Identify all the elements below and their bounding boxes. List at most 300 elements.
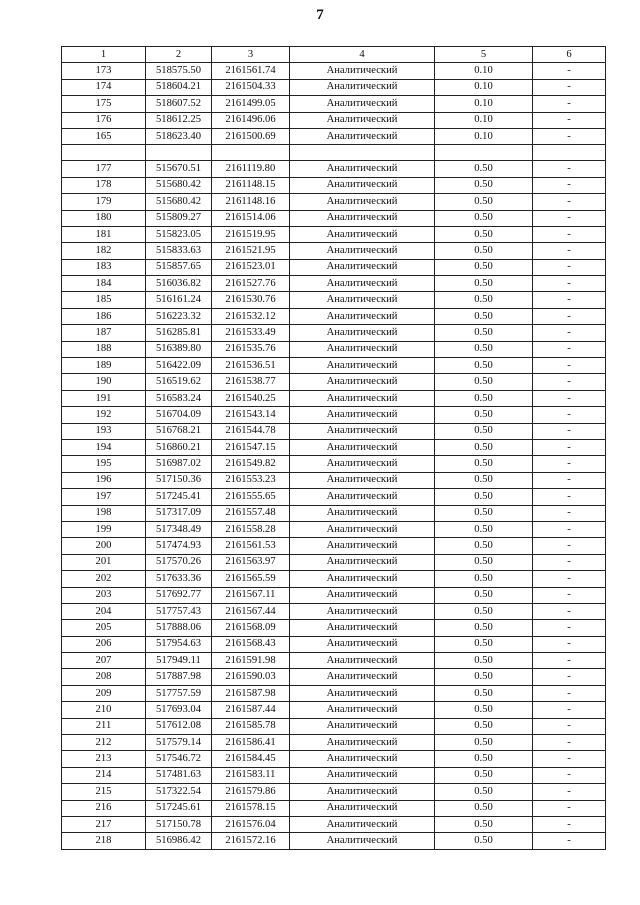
accuracy-cell: 0.50 [435, 292, 533, 308]
note-cell: - [533, 718, 606, 734]
note-cell: - [533, 702, 606, 718]
y-coordinate-cell: 2161521.95 [212, 243, 290, 259]
accuracy-cell: 0.50 [435, 571, 533, 587]
note-cell: - [533, 374, 606, 390]
point-number-cell: 179 [62, 194, 146, 210]
table-row [62, 161, 606, 177]
method-cell: Аналитический [290, 620, 435, 636]
table-row [62, 243, 606, 259]
note-cell: - [533, 194, 606, 210]
x-coordinate-cell: 517348.49 [146, 521, 212, 537]
table-row [62, 423, 606, 439]
note-cell: - [533, 259, 606, 275]
point-number-cell: 174 [62, 79, 146, 95]
table-row [62, 489, 606, 505]
note-cell: - [533, 685, 606, 701]
y-coordinate-cell: 2161578.15 [212, 800, 290, 816]
x-coordinate-cell: 516422.09 [146, 358, 212, 374]
method-cell: Аналитический [290, 112, 435, 128]
x-coordinate-cell: 516987.02 [146, 456, 212, 472]
x-coordinate-cell: 517949.11 [146, 653, 212, 669]
accuracy-cell: 0.50 [435, 259, 533, 275]
y-coordinate-cell: 2161555.65 [212, 489, 290, 505]
y-coordinate-cell: 2161567.11 [212, 587, 290, 603]
note-cell: - [533, 767, 606, 783]
point-number-cell: 191 [62, 390, 146, 406]
point-number-cell: 212 [62, 735, 146, 751]
y-coordinate-cell: 2161561.53 [212, 538, 290, 554]
method-cell: Аналитический [290, 210, 435, 226]
note-cell: - [533, 243, 606, 259]
table-row [62, 751, 606, 767]
point-number-cell: 175 [62, 96, 146, 112]
accuracy-cell: 0.50 [435, 718, 533, 734]
point-number-cell: 218 [62, 833, 146, 849]
accuracy-cell: 0.50 [435, 587, 533, 603]
method-cell: Аналитический [290, 767, 435, 783]
column-header-5: 5 [435, 47, 533, 63]
x-coordinate-cell: 516285.81 [146, 325, 212, 341]
point-number-cell: 203 [62, 587, 146, 603]
table-row [62, 259, 606, 275]
y-coordinate-cell: 2161568.43 [212, 636, 290, 652]
method-cell: Аналитический [290, 603, 435, 619]
accuracy-cell: 0.50 [435, 800, 533, 816]
y-coordinate-cell: 2161514.06 [212, 210, 290, 226]
point-number-cell: 201 [62, 554, 146, 570]
table-row [62, 63, 606, 79]
method-cell: Аналитический [290, 669, 435, 685]
note-cell: - [533, 439, 606, 455]
method-cell: Аналитический [290, 833, 435, 849]
y-coordinate-cell: 2161567.44 [212, 603, 290, 619]
accuracy-cell: 0.10 [435, 63, 533, 79]
table-row [62, 292, 606, 308]
point-number-cell: 173 [62, 63, 146, 79]
note-cell: - [533, 390, 606, 406]
y-coordinate-cell: 2161496.06 [212, 112, 290, 128]
point-number-cell [62, 145, 146, 161]
x-coordinate-cell: 516389.80 [146, 341, 212, 357]
table-row [62, 390, 606, 406]
x-coordinate-cell: 518612.25 [146, 112, 212, 128]
note-cell: - [533, 63, 606, 79]
accuracy-cell: 0.50 [435, 226, 533, 242]
accuracy-cell: 0.50 [435, 603, 533, 619]
point-number-cell: 180 [62, 210, 146, 226]
table-row [62, 128, 606, 144]
x-coordinate-cell: 515680.42 [146, 194, 212, 210]
x-coordinate-cell: 517245.61 [146, 800, 212, 816]
accuracy-cell: 0.50 [435, 276, 533, 292]
coordinates-table [61, 46, 606, 850]
x-coordinate-cell: 515680.42 [146, 177, 212, 193]
note-cell: - [533, 751, 606, 767]
accuracy-cell: 0.50 [435, 833, 533, 849]
y-coordinate-cell: 2161543.14 [212, 407, 290, 423]
y-coordinate-cell: 2161583.11 [212, 767, 290, 783]
accuracy-cell: 0.50 [435, 439, 533, 455]
method-cell: Аналитический [290, 374, 435, 390]
table-row [62, 145, 606, 161]
point-number-cell: 206 [62, 636, 146, 652]
method-cell: Аналитический [290, 407, 435, 423]
method-cell: Аналитический [290, 96, 435, 112]
x-coordinate-cell: 517546.72 [146, 751, 212, 767]
point-number-cell: 204 [62, 603, 146, 619]
accuracy-cell: 0.50 [435, 735, 533, 751]
y-coordinate-cell: 2161561.74 [212, 63, 290, 79]
y-coordinate-cell [212, 145, 290, 161]
table-row [62, 505, 606, 521]
accuracy-cell: 0.50 [435, 505, 533, 521]
table-row [62, 358, 606, 374]
y-coordinate-cell: 2161148.16 [212, 194, 290, 210]
point-number-cell: 193 [62, 423, 146, 439]
note-cell: - [533, 571, 606, 587]
method-cell: Аналитический [290, 128, 435, 144]
method-cell: Аналитический [290, 521, 435, 537]
y-coordinate-cell: 2161538.77 [212, 374, 290, 390]
accuracy-cell: 0.50 [435, 702, 533, 718]
y-coordinate-cell: 2161533.49 [212, 325, 290, 341]
note-cell: - [533, 653, 606, 669]
x-coordinate-cell: 517579.14 [146, 735, 212, 751]
note-cell: - [533, 636, 606, 652]
note-cell: - [533, 276, 606, 292]
x-coordinate-cell: 517954.63 [146, 636, 212, 652]
method-cell: Аналитический [290, 636, 435, 652]
method-cell: Аналитический [290, 243, 435, 259]
method-cell: Аналитический [290, 423, 435, 439]
x-coordinate-cell: 517693.04 [146, 702, 212, 718]
note-cell: - [533, 833, 606, 849]
method-cell: Аналитический [290, 390, 435, 406]
method-cell: Аналитический [290, 194, 435, 210]
method-cell: Аналитический [290, 751, 435, 767]
point-number-cell: 192 [62, 407, 146, 423]
accuracy-cell: 0.50 [435, 816, 533, 832]
table-row [62, 833, 606, 849]
method-cell: Аналитический [290, 358, 435, 374]
table-row [62, 800, 606, 816]
x-coordinate-cell: 517245.41 [146, 489, 212, 505]
x-coordinate-cell [146, 145, 212, 161]
table-row [62, 653, 606, 669]
point-number-cell: 200 [62, 538, 146, 554]
method-cell: Аналитический [290, 489, 435, 505]
point-number-cell: 197 [62, 489, 146, 505]
x-coordinate-cell: 517757.59 [146, 685, 212, 701]
method-cell: Аналитический [290, 341, 435, 357]
x-coordinate-cell: 515833.63 [146, 243, 212, 259]
method-cell: Аналитический [290, 226, 435, 242]
point-number-cell: 196 [62, 472, 146, 488]
y-coordinate-cell: 2161587.98 [212, 685, 290, 701]
method-cell: Аналитический [290, 439, 435, 455]
method-cell: Аналитический [290, 177, 435, 193]
method-cell [290, 145, 435, 161]
point-number-cell: 205 [62, 620, 146, 636]
point-number-cell: 209 [62, 685, 146, 701]
accuracy-cell: 0.50 [435, 341, 533, 357]
y-coordinate-cell: 2161563.97 [212, 554, 290, 570]
y-coordinate-cell: 2161568.09 [212, 620, 290, 636]
point-number-cell: 202 [62, 571, 146, 587]
x-coordinate-cell: 515823.05 [146, 226, 212, 242]
point-number-cell: 187 [62, 325, 146, 341]
y-coordinate-cell: 2161523.01 [212, 259, 290, 275]
y-coordinate-cell: 2161148.15 [212, 177, 290, 193]
accuracy-cell: 0.50 [435, 653, 533, 669]
y-coordinate-cell: 2161530.76 [212, 292, 290, 308]
note-cell: - [533, 472, 606, 488]
y-coordinate-cell: 2161500.69 [212, 128, 290, 144]
method-cell: Аналитический [290, 308, 435, 324]
accuracy-cell: 0.50 [435, 472, 533, 488]
accuracy-cell: 0.50 [435, 161, 533, 177]
point-number-cell: 215 [62, 784, 146, 800]
table-row [62, 685, 606, 701]
table-row [62, 456, 606, 472]
accuracy-cell: 0.50 [435, 521, 533, 537]
accuracy-cell: 0.50 [435, 243, 533, 259]
point-number-cell: 186 [62, 308, 146, 324]
accuracy-cell: 0.10 [435, 79, 533, 95]
method-cell: Аналитический [290, 702, 435, 718]
point-number-cell: 207 [62, 653, 146, 669]
note-cell: - [533, 554, 606, 570]
y-coordinate-cell: 2161549.82 [212, 456, 290, 472]
y-coordinate-cell: 2161587.44 [212, 702, 290, 718]
table-row [62, 767, 606, 783]
point-number-cell: 195 [62, 456, 146, 472]
note-cell: - [533, 816, 606, 832]
point-number-cell: 214 [62, 767, 146, 783]
point-number-cell: 188 [62, 341, 146, 357]
table-row [62, 718, 606, 734]
method-cell: Аналитический [290, 685, 435, 701]
point-number-cell: 181 [62, 226, 146, 242]
point-number-cell: 216 [62, 800, 146, 816]
point-number-cell: 165 [62, 128, 146, 144]
method-cell: Аналитический [290, 554, 435, 570]
accuracy-cell: 0.50 [435, 685, 533, 701]
table-row [62, 620, 606, 636]
column-header-6: 6 [533, 47, 606, 63]
method-cell: Аналитический [290, 587, 435, 603]
y-coordinate-cell: 2161532.12 [212, 308, 290, 324]
table-row [62, 816, 606, 832]
note-cell: - [533, 112, 606, 128]
accuracy-cell: 0.50 [435, 620, 533, 636]
table-row [62, 177, 606, 193]
y-coordinate-cell: 2161536.51 [212, 358, 290, 374]
table-row [62, 603, 606, 619]
accuracy-cell: 0.50 [435, 784, 533, 800]
method-cell: Аналитический [290, 259, 435, 275]
note-cell: - [533, 603, 606, 619]
table-row [62, 210, 606, 226]
method-cell: Аналитический [290, 718, 435, 734]
accuracy-cell: 0.10 [435, 96, 533, 112]
point-number-cell: 199 [62, 521, 146, 537]
accuracy-cell: 0.50 [435, 374, 533, 390]
note-cell: - [533, 292, 606, 308]
y-coordinate-cell: 2161547.15 [212, 439, 290, 455]
accuracy-cell: 0.50 [435, 456, 533, 472]
y-coordinate-cell: 2161553.23 [212, 472, 290, 488]
x-coordinate-cell: 516161.24 [146, 292, 212, 308]
method-cell: Аналитический [290, 161, 435, 177]
point-number-cell: 189 [62, 358, 146, 374]
point-number-cell: 213 [62, 751, 146, 767]
note-cell: - [533, 620, 606, 636]
point-number-cell: 210 [62, 702, 146, 718]
note-cell: - [533, 735, 606, 751]
table-header [62, 47, 606, 63]
accuracy-cell: 0.50 [435, 423, 533, 439]
x-coordinate-cell: 516704.09 [146, 407, 212, 423]
accuracy-cell: 0.50 [435, 554, 533, 570]
x-coordinate-cell: 515857.65 [146, 259, 212, 275]
accuracy-cell: 0.50 [435, 407, 533, 423]
point-number-cell: 176 [62, 112, 146, 128]
method-cell: Аналитический [290, 816, 435, 832]
table-row [62, 226, 606, 242]
point-number-cell: 211 [62, 718, 146, 734]
note-cell: - [533, 358, 606, 374]
y-coordinate-cell: 2161565.59 [212, 571, 290, 587]
column-header-3: 3 [212, 47, 290, 63]
y-coordinate-cell: 2161572.16 [212, 833, 290, 849]
y-coordinate-cell: 2161544.78 [212, 423, 290, 439]
accuracy-cell: 0.50 [435, 767, 533, 783]
x-coordinate-cell: 515670.51 [146, 161, 212, 177]
y-coordinate-cell: 2161519.95 [212, 226, 290, 242]
x-coordinate-cell: 517888.06 [146, 620, 212, 636]
y-coordinate-cell: 2161527.76 [212, 276, 290, 292]
method-cell: Аналитический [290, 653, 435, 669]
table-row [62, 325, 606, 341]
table-row [62, 79, 606, 95]
point-number-cell: 190 [62, 374, 146, 390]
x-coordinate-cell: 517150.36 [146, 472, 212, 488]
table-row [62, 194, 606, 210]
note-cell: - [533, 669, 606, 685]
method-cell: Аналитический [290, 472, 435, 488]
note-cell: - [533, 161, 606, 177]
x-coordinate-cell: 515809.27 [146, 210, 212, 226]
point-number-cell: 182 [62, 243, 146, 259]
method-cell: Аналитический [290, 505, 435, 521]
table-row [62, 407, 606, 423]
accuracy-cell: 0.10 [435, 112, 533, 128]
x-coordinate-cell: 517481.63 [146, 767, 212, 783]
x-coordinate-cell: 516860.21 [146, 439, 212, 455]
x-coordinate-cell: 516768.21 [146, 423, 212, 439]
x-coordinate-cell: 518623.40 [146, 128, 212, 144]
accuracy-cell: 0.50 [435, 177, 533, 193]
table-row [62, 341, 606, 357]
y-coordinate-cell: 2161540.25 [212, 390, 290, 406]
table-row [62, 112, 606, 128]
accuracy-cell [435, 145, 533, 161]
y-coordinate-cell: 2161579.86 [212, 784, 290, 800]
table-row [62, 538, 606, 554]
y-coordinate-cell: 2161119.80 [212, 161, 290, 177]
column-header-4: 4 [290, 47, 435, 63]
accuracy-cell: 0.50 [435, 325, 533, 341]
table-row [62, 374, 606, 390]
table-body [62, 63, 606, 849]
x-coordinate-cell: 517633.36 [146, 571, 212, 587]
column-header-2: 2 [146, 47, 212, 63]
accuracy-cell: 0.50 [435, 308, 533, 324]
note-cell: - [533, 587, 606, 603]
x-coordinate-cell: 517692.77 [146, 587, 212, 603]
note-cell: - [533, 226, 606, 242]
y-coordinate-cell: 2161558.28 [212, 521, 290, 537]
note-cell: - [533, 341, 606, 357]
table-row [62, 308, 606, 324]
y-coordinate-cell: 2161584.45 [212, 751, 290, 767]
point-number-cell: 177 [62, 161, 146, 177]
point-number-cell: 217 [62, 816, 146, 832]
table-row [62, 784, 606, 800]
note-cell: - [533, 505, 606, 521]
method-cell: Аналитический [290, 800, 435, 816]
note-cell: - [533, 800, 606, 816]
column-header-1: 1 [62, 47, 146, 63]
x-coordinate-cell: 518575.50 [146, 63, 212, 79]
y-coordinate-cell: 2161590.03 [212, 669, 290, 685]
note-cell: - [533, 96, 606, 112]
note-cell: - [533, 325, 606, 341]
table-row [62, 472, 606, 488]
accuracy-cell: 0.50 [435, 669, 533, 685]
y-coordinate-cell: 2161504.33 [212, 79, 290, 95]
x-coordinate-cell: 517322.54 [146, 784, 212, 800]
method-cell: Аналитический [290, 456, 435, 472]
y-coordinate-cell: 2161499.05 [212, 96, 290, 112]
x-coordinate-cell: 516519.62 [146, 374, 212, 390]
accuracy-cell: 0.50 [435, 390, 533, 406]
method-cell: Аналитический [290, 63, 435, 79]
accuracy-cell: 0.50 [435, 489, 533, 505]
x-coordinate-cell: 517570.26 [146, 554, 212, 570]
point-number-cell: 183 [62, 259, 146, 275]
x-coordinate-cell: 517612.08 [146, 718, 212, 734]
accuracy-cell: 0.10 [435, 128, 533, 144]
y-coordinate-cell: 2161586.41 [212, 735, 290, 751]
x-coordinate-cell: 516986.42 [146, 833, 212, 849]
table-row [62, 96, 606, 112]
point-number-cell: 184 [62, 276, 146, 292]
method-cell: Аналитический [290, 735, 435, 751]
accuracy-cell: 0.50 [435, 538, 533, 554]
table-row [62, 554, 606, 570]
y-coordinate-cell: 2161557.48 [212, 505, 290, 521]
point-number-cell: 185 [62, 292, 146, 308]
method-cell: Аналитический [290, 79, 435, 95]
note-cell: - [533, 521, 606, 537]
y-coordinate-cell: 2161585.78 [212, 718, 290, 734]
method-cell: Аналитический [290, 784, 435, 800]
table-row [62, 702, 606, 718]
x-coordinate-cell: 517150.78 [146, 816, 212, 832]
method-cell: Аналитический [290, 292, 435, 308]
